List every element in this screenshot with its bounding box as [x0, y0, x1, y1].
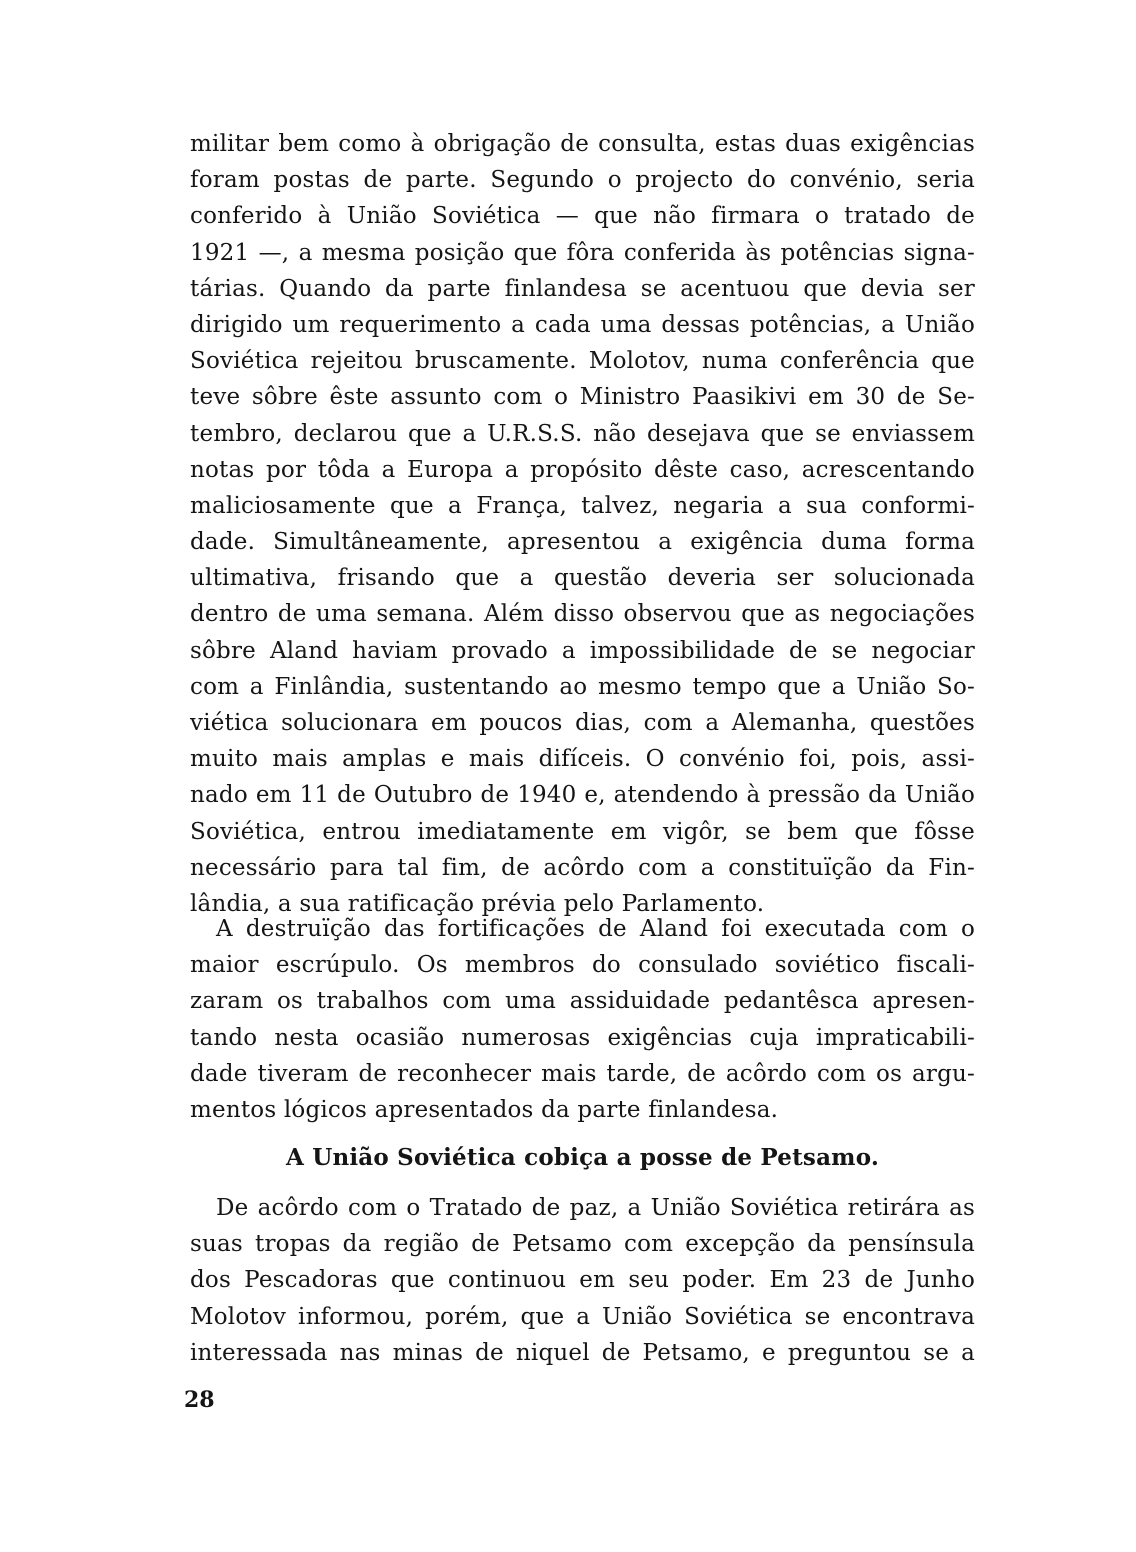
paragraph-1-line: 1921 —, a mesma posição que fôra conferida às potências signa-: [190, 239, 975, 266]
paragraph-3-line: Molotov informou, porém, que a União Soviética se encontrava: [190, 1303, 975, 1330]
paragraph-1-line: maliciosamente que a França, talvez, negaria a sua conformi-: [190, 492, 975, 519]
paragraph-1: [190, 126, 975, 922]
paragraph-2-line: zaram os trabalhos com uma assiduidade pedantêsca apresen-: [190, 988, 975, 1015]
paragraph-1-line: teve sôbre êste assunto com o Ministro Paasikivi em 30 de Se-: [190, 384, 975, 411]
paragraph-1-line: sôbre Aland haviam provado a impossibilidade de se negociar: [190, 637, 975, 664]
paragraph-1-line: conferido à União Soviética — que não firmara o tratado de: [190, 203, 975, 230]
paragraph-1-line: dirigido um requerimento a cada uma dessas potências, a União: [190, 311, 975, 338]
paragraph-3-line: De acôrdo com o Tratado de paz, a União Soviética retirára as: [216, 1195, 975, 1221]
paragraph-1-line: dade. Simultâneamente, apresentou a exigência duma forma: [190, 529, 975, 556]
paragraph-1-line: militar bem como à obrigação de consulta, estas duas exigências: [190, 131, 975, 157]
paragraph-1-line: Soviética, entrou imediatamente em vigôr, se bem que fôsse: [190, 818, 975, 845]
paragraph-2: [190, 911, 975, 1128]
paragraph-1-line: viética solucionara em poucos dias, com a Alemanha, questões: [190, 710, 975, 736]
paragraph-1-line: foram postas de parte. Segundo o projecto do convénio, seria: [190, 167, 975, 194]
paragraph-1-line: notas por tôda a Europa a propósito dêste caso, acrescentando: [190, 456, 975, 483]
paragraph-1-line: com a Finlândia, sustentando ao mesmo tempo que a União So-: [190, 673, 975, 700]
paragraph-1-line: lândia, a sua ratificação prévia pelo Parlamento.: [190, 890, 765, 917]
paragraph-3: [190, 1190, 975, 1371]
paragraph-3-line: suas tropas da região de Petsamo com excepção da pensínsula: [190, 1231, 975, 1258]
paragraph-3-line: interessada nas minas de niquel de Petsamo, e preguntou se a: [190, 1339, 975, 1366]
paragraph-2-line: tando nesta ocasião numerosas exigências cuja impraticabili-: [190, 1024, 975, 1051]
paragraph-2-line: maior escrúpulo. Os membros do consulado soviético fiscali-: [190, 952, 975, 979]
paragraph-1-line: tembro, declarou que a U.R.S.S. não desejava que se enviassem: [190, 420, 975, 447]
paragraph-1-line: muito mais amplas e mais difíceis. O convénio foi, pois, assi-: [190, 746, 975, 773]
paragraph-1-line: dentro de uma semana. Além disso observou que as negociações: [190, 601, 975, 628]
page-number: 28: [184, 1387, 215, 1413]
paragraph-1-line: tárias. Quando da parte finlandesa se acentuou que devia ser: [190, 275, 975, 302]
paragraph-2-line: dade tiveram de reconhecer mais tarde, de acôrdo com os argu-: [190, 1060, 975, 1087]
paragraph-1-line: nado em 11 de Outubro de 1940 e, atendendo à pressão da União: [190, 782, 975, 809]
paragraph-2-line: mentos lógicos apresentados da parte finlandesa.: [190, 1096, 779, 1123]
paragraph-1-line: ultimativa, frisando que a questão deveria ser solucionada: [190, 565, 975, 592]
paragraph-1-line: necessário para tal fim, de acôrdo com a constituïção da Fin-: [190, 854, 975, 881]
paragraph-2-line: A destruïção das fortificações de Aland foi executada com o: [216, 916, 975, 942]
paragraph-3-line: dos Pescadoras que continuou em seu poder. Em 23 de Junho: [190, 1267, 975, 1294]
section-heading: A União Soviética cobiça a posse de Petsamo.: [285, 1144, 880, 1171]
paragraph-1-line: Soviética rejeitou bruscamente. Molotov, numa conferência que: [190, 348, 975, 375]
